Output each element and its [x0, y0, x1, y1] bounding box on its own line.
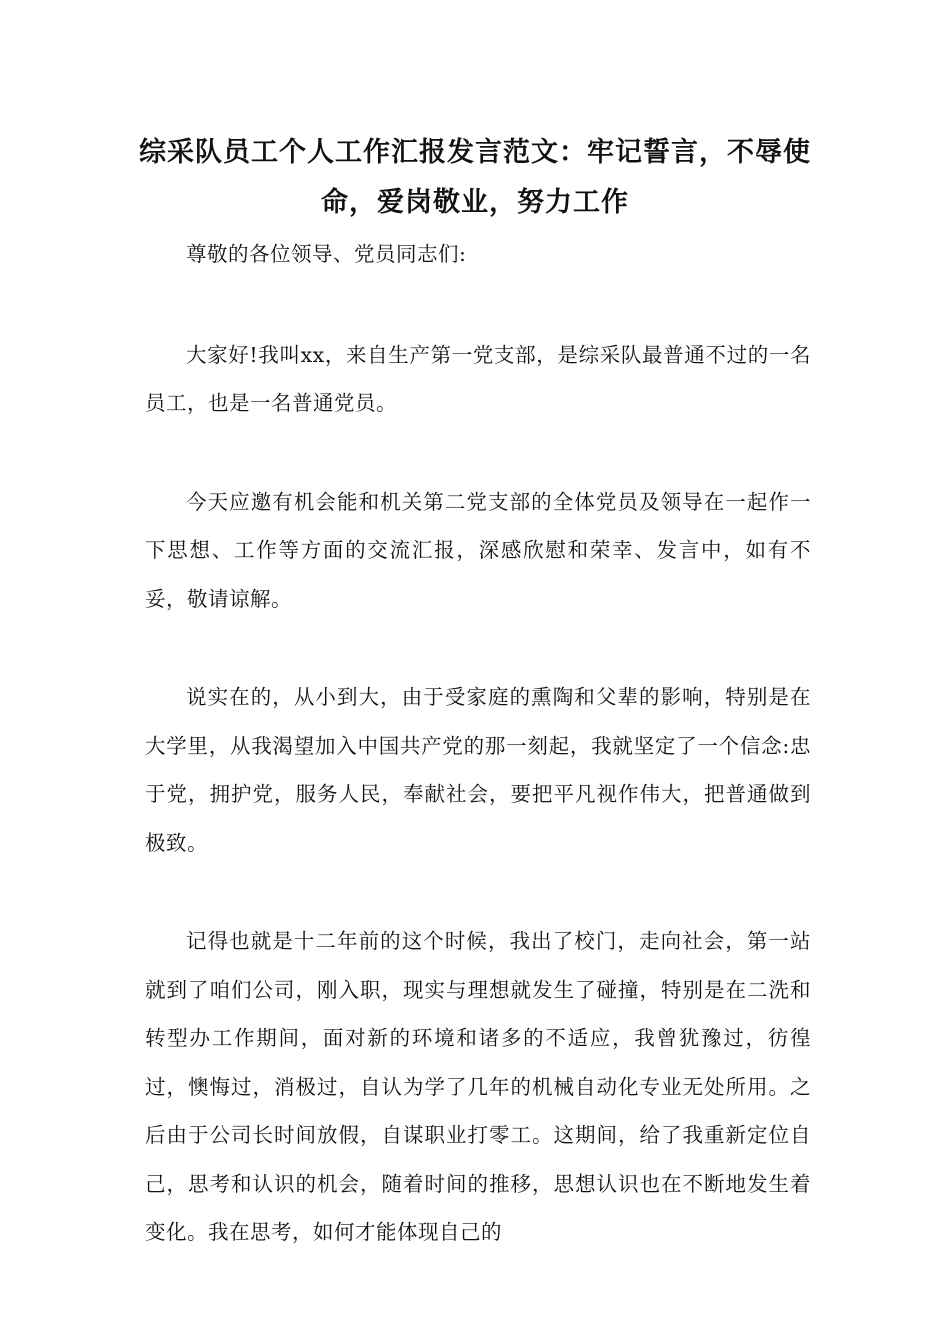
- document-title: 综采队员工个人工作汇报发言范文：牢记誓言，不辱使命，爱岗敬业，努力工作: [139, 137, 811, 218]
- intro-paragraph: 大家好!我叫xx，来自生产第一党支部，是综采队最普通不过的一名员工，也是一名普通党员。: [145, 342, 811, 415]
- salutation-paragraph: 尊敬的各位领导、党员同志们:: [186, 242, 467, 266]
- career-paragraph: 记得也就是十二年前的这个时候，我出了校门，走向社会，第一站就到了咱们公司，刚入职，现实与理想就发生了碰撞，特别是在二洗和转型办工作期间，面对新的环境和诸多的不适应，我曾犹豫过，彷徨过，懊悔过，消极过，自认为学了几年的机械自动化专业无处所用。之后由于公司长时间放假，自谋职业打零工。这期间，给了我重新定位自己，思考和认识的机会，随着时间的推移，思想认识也在不断地发生着变化。我在思考，如何才能体现自己的: [145, 929, 811, 1244]
- invitation-paragraph: 今天应邀有机会能和机关第二党支部的全体党员及领导在一起作一下思想、工作等方面的交流汇报，深感欣慰和荣幸、发言中，如有不妥，敬请谅解。: [145, 489, 811, 611]
- belief-paragraph: 说实在的，从小到大，由于受家庭的熏陶和父辈的影响，特别是在大学里，从我渴望加入中国共产党的那一刻起，我就坚定了一个信念:忠于党，拥护党，服务人民，奉献社会，要把平凡视作伟大，把普通做到极致。: [145, 685, 811, 855]
- document-body: [145, 230, 811, 1307]
